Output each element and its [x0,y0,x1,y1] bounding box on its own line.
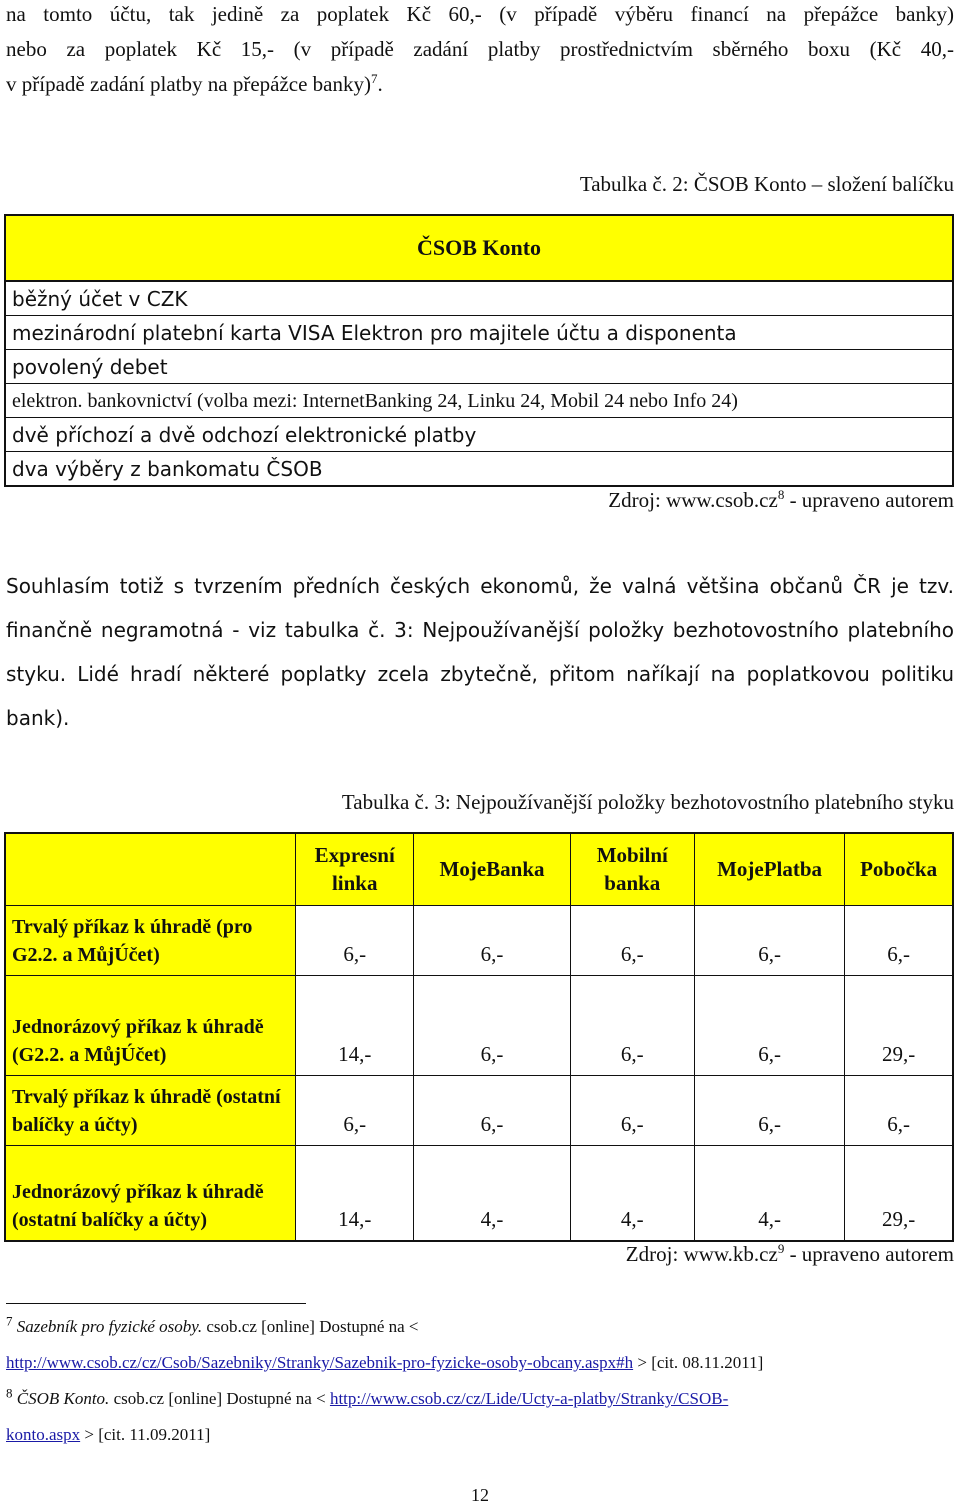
footnote-separator [6,1303,306,1304]
table3-source-end: - upraveno autorem [784,1242,954,1266]
table3-cell: 6,- [570,905,694,975]
footnote-7-text: csob.cz [online] Dostupné na < [202,1317,419,1336]
table3-col-header: Pobočka [845,833,953,905]
table3-cell: 14,- [296,1145,414,1241]
table3-cell: 6,- [845,905,953,975]
table3-row [5,1145,953,1241]
footnote-7-title: Sazebník pro fyzické osoby. [16,1317,203,1336]
table2 [4,214,954,487]
body-line-2: finančně negramotná - viz tabulka č. 3: Nejpoužívanější položky bezhotovostního platebního [6,618,954,642]
footnote-8-end: > [cit. 11.09.2011] [80,1425,211,1444]
table2-source [608,486,954,514]
table3-cell: 6,- [414,975,570,1075]
table3-row-label: Jednorázový příkaz k úhradě (G2.2. a MůjÚčet) [5,975,296,1075]
table3-cell: 14,- [296,975,414,1075]
table2-source-end: - upraveno autorem [784,488,954,512]
footnote-8-link[interactable]: http://www.csob.cz/cz/Lide/Ucty-a-platby/Stranky/CSOB- [329,1389,729,1408]
table3-row-label: Jednorázový příkaz k úhradě (ostatní balíčky a účty) [5,1145,296,1241]
footnote-8-number: 8 [6,1385,13,1401]
table2-row: povolený debet [6,349,952,383]
intro-line-3-text: v případě zadání platby na přepážce banky) [6,72,371,96]
footnote-ref-7[interactable]: 7 [371,71,378,86]
footnote-8-cont [6,1424,210,1446]
table3-col-header: Mobilní banka [570,833,694,905]
table3-col-header: MojePlatba [694,833,844,905]
footnote-7-link[interactable]: http://www.csob.cz/cz/Csob/Sazebniky/Stranky/Sazebnik-pro-fyzicke-osoby-obcany.aspx#h [6,1353,634,1372]
table3-cell: 6,- [570,1075,694,1145]
footnote-ref-8[interactable]: 8 [777,487,785,502]
table2-header: ČSOB Konto [6,216,952,281]
table2-row: elektron. bankovnictví (volba mezi: InternetBanking 24, Linku 24, Mobil 24 nebo Info 24) [6,383,952,417]
table3-cell: 6,- [845,1075,953,1145]
table3-cell: 6,- [694,1075,844,1145]
table3-col-header: MojeBanka [414,833,570,905]
table2-row: běžný účet v CZK [6,281,952,315]
table3-col-header: Expresní linka [296,833,414,905]
table3-row [5,1075,953,1145]
page-number: 12 [471,1485,489,1505]
intro-line-1: na tomto účtu, tak jedině za poplatek Kč 60,- (v případě výběru financí na přepážce banky) [6,2,954,26]
body-line-3: styku. Lidé hradí některé poplatky zcela zbytečně, přitom naříkají na poplatkovou politiku [6,662,954,686]
table2-row: mezinárodní platební karta VISA Elektron pro majitele účtu a disponenta [6,315,952,349]
table2-row: dvě příchozí a dvě odchozí elektronické platby [6,417,952,451]
table3-row [5,905,953,975]
intro-line-2: nebo za poplatek Kč 15,- (v případě zadání platby prostřednictvím sběrného boxu (Kč 40,- [6,37,954,61]
table3-row [5,975,953,1075]
intro-line-3 [6,70,954,98]
table3-cell: 6,- [414,1075,570,1145]
table2-source-text: Zdroj: www.csob.cz [608,488,778,512]
table2-caption: Tabulka č. 2: ČSOB Konto – složení balíčku [579,172,954,196]
footnote-8 [6,1385,729,1410]
table3-row-label: Trvalý příkaz k úhradě (pro G2.2. a MůjÚčet) [5,905,296,975]
table3-corner-cell [5,833,296,905]
intro-line-3-end: . [377,72,383,96]
table3-caption: Tabulka č. 3: Nejpoužívanější položky bezhotovostního platebního styku [341,790,954,814]
table2-row: dva výběry z bankomatu ČSOB [6,451,952,485]
table3-cell: 6,- [296,905,414,975]
table3-row-label: Trvalý příkaz k úhradě (ostatní balíčky a účty) [5,1075,296,1145]
table3-source-text: Zdroj: www.kb.cz [625,1242,778,1266]
table3-cell: 4,- [570,1145,694,1241]
table3-cell: 6,- [694,905,844,975]
table3-cell: 6,- [570,975,694,1075]
footnote-7-cont [6,1352,763,1374]
body-line-1: Souhlasím totiž s tvrzením předních českých ekonomů, že valná většina občanů ČR je tzv. [6,574,954,598]
table3-source [626,1240,954,1268]
table3-cell: 6,- [694,975,844,1075]
table3-cell: 29,- [845,975,953,1075]
table3-header-row [5,833,953,905]
footnote-8-title: ČSOB Konto. [16,1389,110,1408]
table3-cell: 6,- [414,905,570,975]
table3 [4,832,954,1242]
table3-cell: 6,- [296,1075,414,1145]
table3-cell: 4,- [414,1145,570,1241]
footnote-8-text: csob.cz [online] Dostupné na < [109,1389,330,1408]
footnote-7-end: > [cit. 08.11.2011] [633,1353,764,1372]
body-line-4: bank). [6,706,70,730]
footnote-ref-9[interactable]: 9 [777,1241,785,1256]
footnote-8-link-cont[interactable]: konto.aspx [6,1425,81,1444]
table3-cell: 29,- [845,1145,953,1241]
footnote-7-number: 7 [6,1313,13,1329]
footnote-7 [6,1313,419,1338]
table3-cell: 4,- [694,1145,844,1241]
